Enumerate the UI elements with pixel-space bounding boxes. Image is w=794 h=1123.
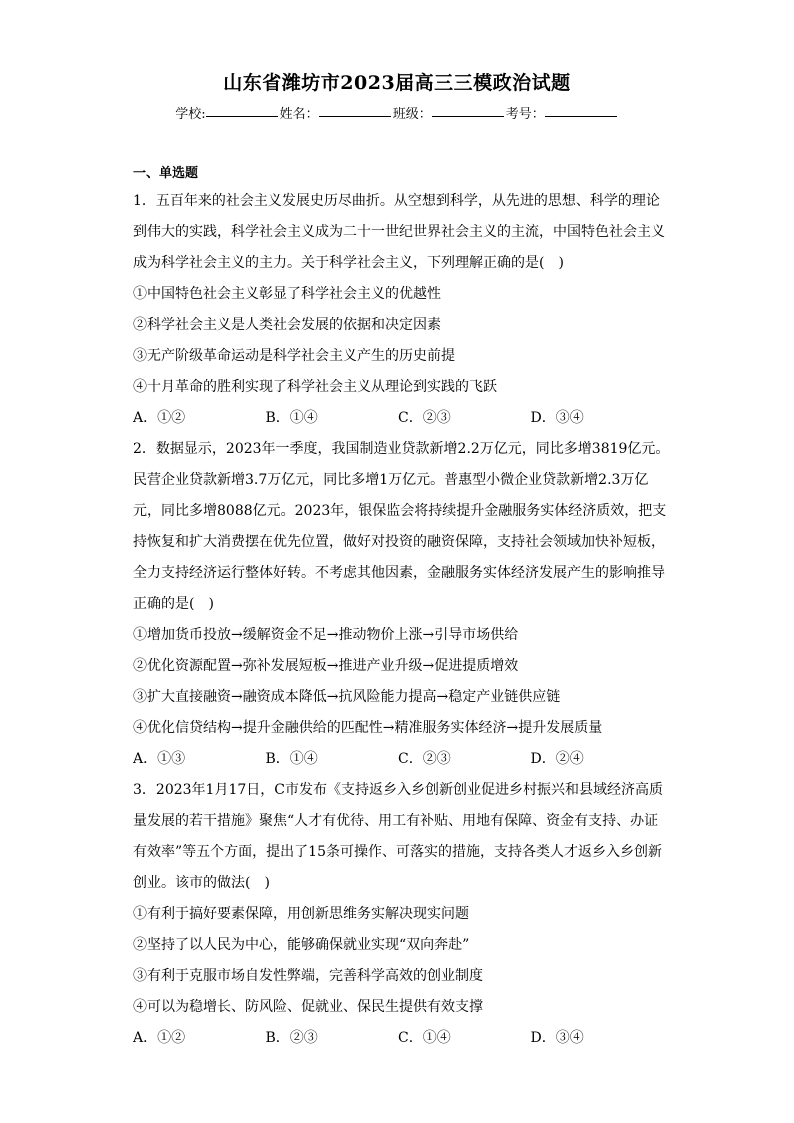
question-list: [133, 164, 670, 1061]
option-b[interactable]: B．①④: [265, 410, 318, 426]
school-label: 学校:: [175, 107, 206, 122]
option-d[interactable]: D．③④: [530, 410, 584, 426]
name-blank[interactable]: [319, 103, 391, 117]
question-1: [133, 193, 663, 441]
question-stem-line: 有效率”等五个方面，提出了15条可操作、可落实的措施，支持各类人才返乡入乡创新: [133, 844, 662, 860]
name-label: 姓名：: [279, 107, 319, 122]
answer-options: [133, 751, 663, 782]
statement-item: ②坚持了以人民为中心，能够确保就业实现“双向奔赴”: [133, 937, 470, 953]
number-label: 考号：: [505, 107, 545, 122]
statement-item: ④优化信贷结构→提升金融供给的匹配性→精准服务实体经济→提升发展质量: [133, 720, 603, 736]
class-blank[interactable]: [432, 103, 504, 117]
answer-options: [133, 410, 663, 441]
question-stem-line: 创业。该市的做法( ): [133, 875, 270, 891]
option-c[interactable]: C．②③: [398, 751, 451, 767]
question-stem-line: 元，同比多增8088亿元。2023年，银保监会将持续提升金融服务实体经济质效，把支: [133, 503, 667, 519]
page-title: 山东省潍坊市2023届高三三模政治试题: [223, 72, 571, 94]
question-stem-line: 全力支持经济运行整体好转。不考虑其他因素，金融服务实体经济发展产生的影响推导: [133, 565, 665, 581]
question-stem-line: 1．五百年来的社会主义发展史历尽曲折。从空想到科学，从先进的思想、科学的理论: [133, 193, 660, 209]
option-b[interactable]: B．①④: [265, 751, 318, 767]
statement-item: ①增加货币投放→缓解资金不足→推动物价上涨→引导市场供给: [133, 627, 519, 643]
question-stem-line: 成为科学社会主义的主力。关于科学社会主义，下列理解正确的是( ): [133, 255, 564, 271]
question-stem-line: 民营企业贷款新增3.7万亿元，同比多增1万亿元。普惠型小微企业贷款新增2.3万亿: [133, 472, 649, 488]
option-a[interactable]: A．①②: [133, 410, 186, 426]
question-stem-line: 到伟大的实践，科学社会主义成为二十一世纪世界社会主义的主流，中国特色社会主义: [133, 224, 665, 240]
option-d[interactable]: D．③④: [530, 1030, 584, 1046]
question-stem-line: 正确的是( ): [133, 596, 214, 612]
question-stem-line: 3．2023年1月17日，C市发布《支持返乡入乡创新创业促进乡村振兴和县域经济高质: [133, 782, 663, 798]
option-a[interactable]: A．①②: [133, 1030, 186, 1046]
statement-item: ②优化资源配置→弥补发展短板→推进产业升级→促进提质增效: [133, 658, 519, 674]
section-heading: 一、单选题: [133, 166, 199, 181]
statement-item: ③扩大直接融资→融资成本降低→抗风险能力提高→稳定产业链供应链: [133, 689, 561, 705]
option-b[interactable]: B．②③: [265, 1030, 318, 1046]
statement-item: ①有利于搞好要素保障，用创新思维务实解决现实问题: [133, 906, 469, 922]
question-3: [133, 782, 663, 1061]
option-d[interactable]: D．②④: [530, 751, 584, 767]
option-c[interactable]: C．①④: [398, 1030, 451, 1046]
statement-item: ④十月革命的胜利实现了科学社会主义从理论到实践的飞跃: [133, 379, 497, 395]
class-label: 班级：: [392, 107, 432, 122]
number-blank[interactable]: [545, 103, 617, 117]
option-a[interactable]: A．①③: [133, 751, 186, 767]
statement-item: ③无产阶级革命运动是科学社会主义产生的历史前提: [133, 348, 455, 364]
answer-options: [133, 1030, 663, 1061]
statement-item: ②科学社会主义是人类社会发展的依据和决定因素: [133, 317, 441, 333]
question-stem-line: 2．数据显示，2023年一季度，我国制造业贷款新增2.2万亿元，同比多增3819亿元。: [133, 441, 670, 457]
question-stem-line: 量发展的若干措施》聚焦“人才有优待、用工有补贴、用地有保障、资金有支持、办证: [133, 813, 659, 829]
statement-item: ④可以为稳增长、防风险、促就业、保民生提供有效支撑: [133, 999, 483, 1015]
school-blank[interactable]: [206, 103, 278, 117]
question-stem-line: 持恢复和扩大消费摆在优先位置，做好对投资的融资保障，支持社会领域加快补短板，: [133, 534, 665, 550]
student-info-row: [0, 103, 794, 122]
option-c[interactable]: C．②③: [398, 410, 451, 426]
statement-item: ①中国特色社会主义彰显了科学社会主义的优越性: [133, 286, 441, 302]
statement-item: ③有利于克服市场自发性弊端，完善科学高效的创业制度: [133, 968, 483, 984]
question-2: [133, 441, 670, 782]
